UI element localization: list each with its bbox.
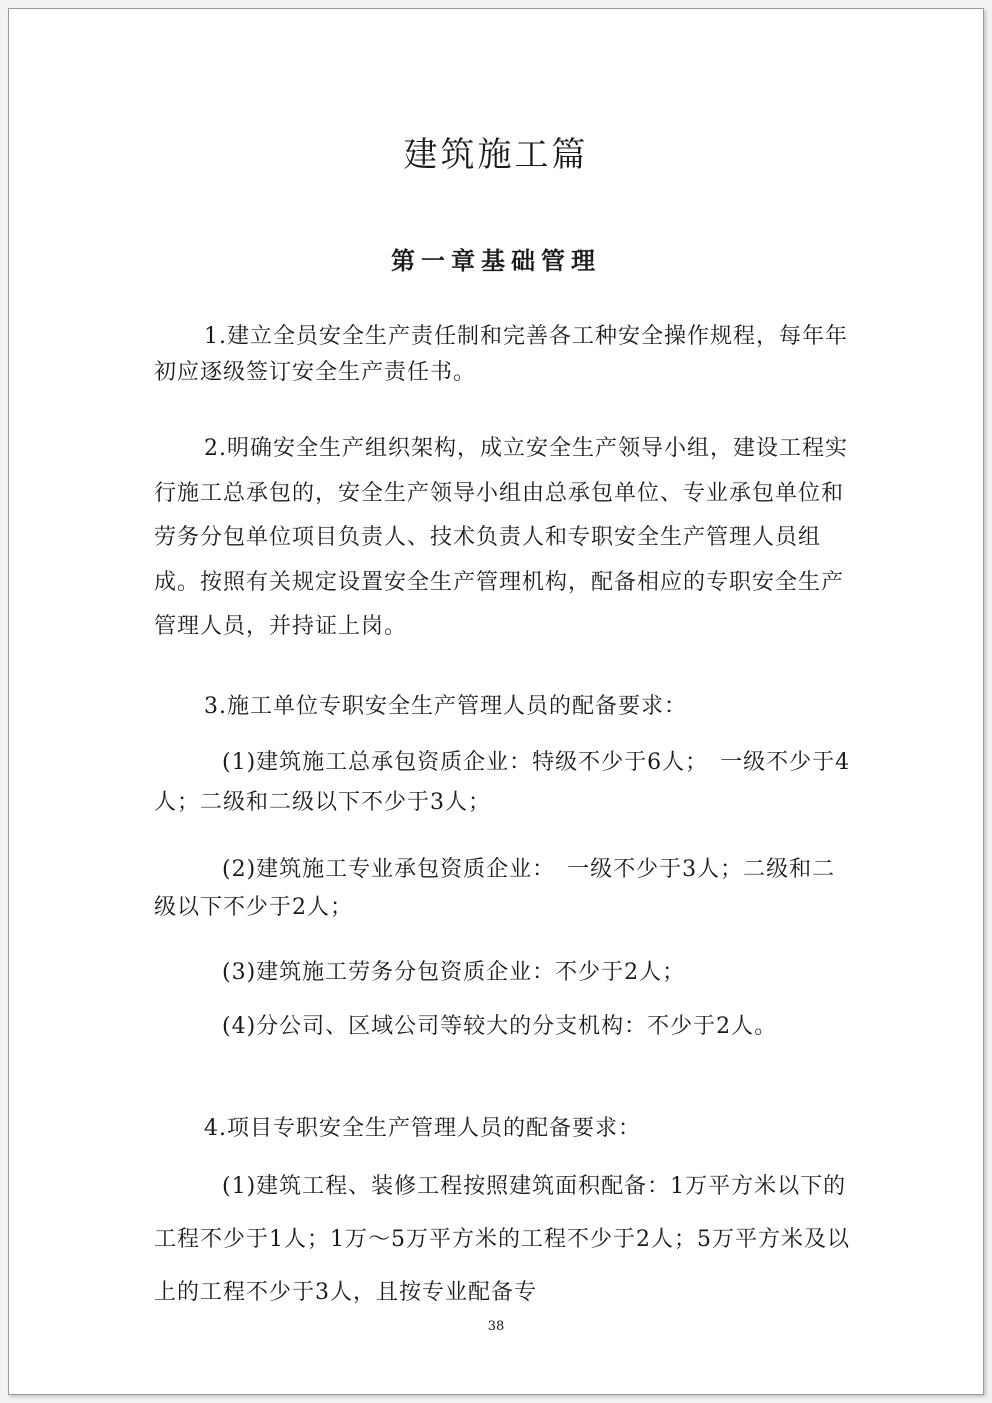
chapter-heading: 第一章基础管理 — [391, 246, 601, 275]
paragraph-3: 3.施工单位专职安全生产管理人员的配备要求： — [204, 694, 687, 719]
paragraph-3-2: (2)建筑施工专业承包资质企业： 一级不少于3人；二级和二级以下不少于2人； — [154, 857, 836, 920]
paragraph-1: 1.建立全员安全生产责任制和完善各工种安全操作规程，每年年初应逐级签订安全生产责任书。 — [154, 324, 848, 385]
document-title: 建筑施工篇 — [403, 135, 589, 175]
paragraph-2: 2.明确安全生产组织架构，成立安全生产领导小组，建设工程实行施工总承包的，安全生产领导小组由总承包单位、专业承包单位和劳务分包单位项目负责人、技术负责人和专职安全生产管理人员组成。按照有关规定设置安全生产管理机构，配备相应的专职安全生产管理人员，并持证上岗。 — [154, 436, 848, 639]
paragraph-3-4: (4)分公司、区域公司等较大的分支机构：不少于2人。 — [222, 1014, 778, 1039]
paragraph-4: 4.项目专职安全生产管理人员的配备要求： — [204, 1116, 641, 1141]
paragraph-3-3: (3)建筑施工劳务分包资质企业：不少于2人； — [222, 960, 686, 985]
paragraph-4-1: (1)建筑工程、装修工程按照建筑面积配备：1万平方米以下的工程不少于1人；1万～5万平方米的工程不少于2人；5万平方米及以上的工程不少于3人，且按专业配备专 — [154, 1174, 850, 1305]
paragraph-3-1: (1)建筑施工总承包资质企业：特级不少于6人； 一级不少于4人；二级和二级以下不少于3人； — [154, 750, 851, 815]
document-page — [8, 8, 984, 1395]
page-number: 38 — [487, 1319, 505, 1334]
